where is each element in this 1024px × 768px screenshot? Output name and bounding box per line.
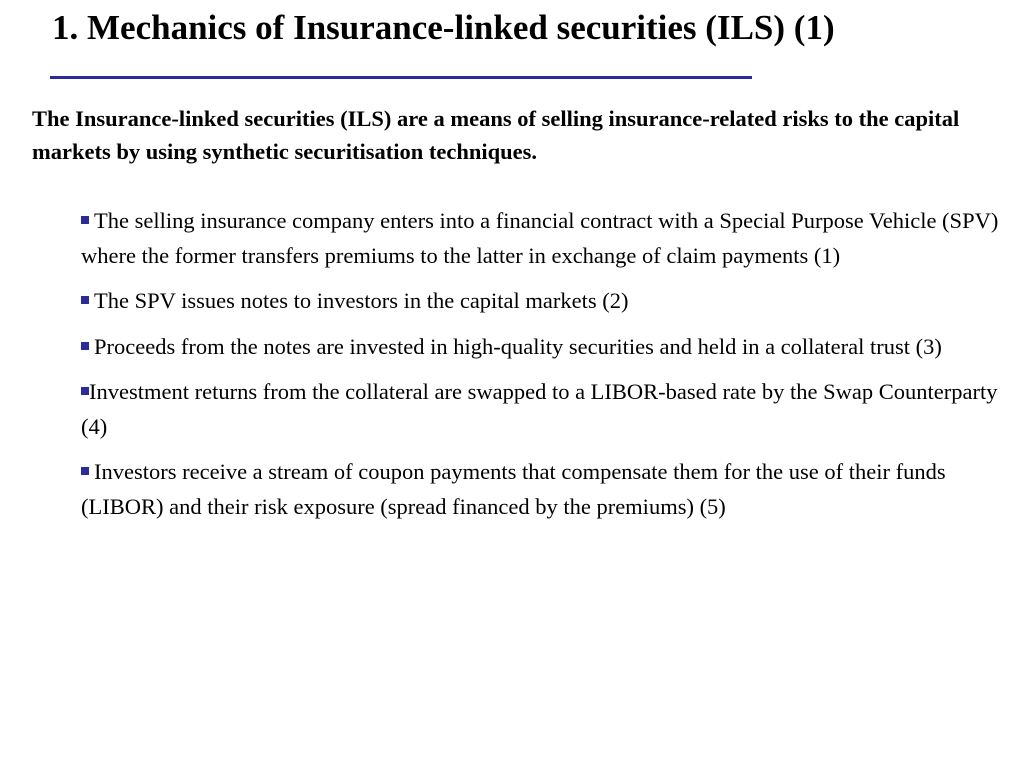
bullet-item bbox=[81, 330, 1001, 365]
bullet-text: Investment returns from the collateral are swapped to a LIBOR-based rate by the Swap Counterparty (4) bbox=[81, 379, 998, 439]
bullet-text: Investors receive a stream of coupon payments that compensate them for the use of their funds (LIBOR) and their risk exposure (spread financed by the premiums) (5) bbox=[81, 459, 946, 519]
square-bullet-icon bbox=[81, 467, 89, 475]
bullet-item bbox=[81, 455, 1001, 524]
square-bullet-icon bbox=[81, 387, 89, 395]
slide-title: 1. Mechanics of Insurance-linked securities (ILS) (1) bbox=[52, 8, 835, 47]
square-bullet-icon bbox=[81, 342, 89, 350]
bullet-item bbox=[81, 284, 1001, 319]
intro-paragraph: The Insurance-linked securities (ILS) are a means of selling insurance-related risks to the capital markets by using synthetic securitisation techniques. bbox=[32, 106, 960, 164]
bullet-item bbox=[81, 375, 1001, 444]
title-underline bbox=[50, 76, 752, 79]
square-bullet-icon bbox=[81, 296, 89, 304]
bullet-text: The selling insurance company enters into a financial contract with a Special Purpose Vehicle (SPV) where the former transfers premiums to the latter in exchange of claim payments (1) bbox=[81, 208, 999, 268]
bullet-list bbox=[81, 204, 1001, 535]
bullet-item bbox=[81, 204, 1001, 273]
bullet-text: Proceeds from the notes are invested in high-quality securities and held in a collateral trust (3) bbox=[94, 333, 942, 359]
bullet-text: The SPV issues notes to investors in the capital markets (2) bbox=[94, 288, 629, 313]
square-bullet-icon bbox=[81, 216, 89, 224]
